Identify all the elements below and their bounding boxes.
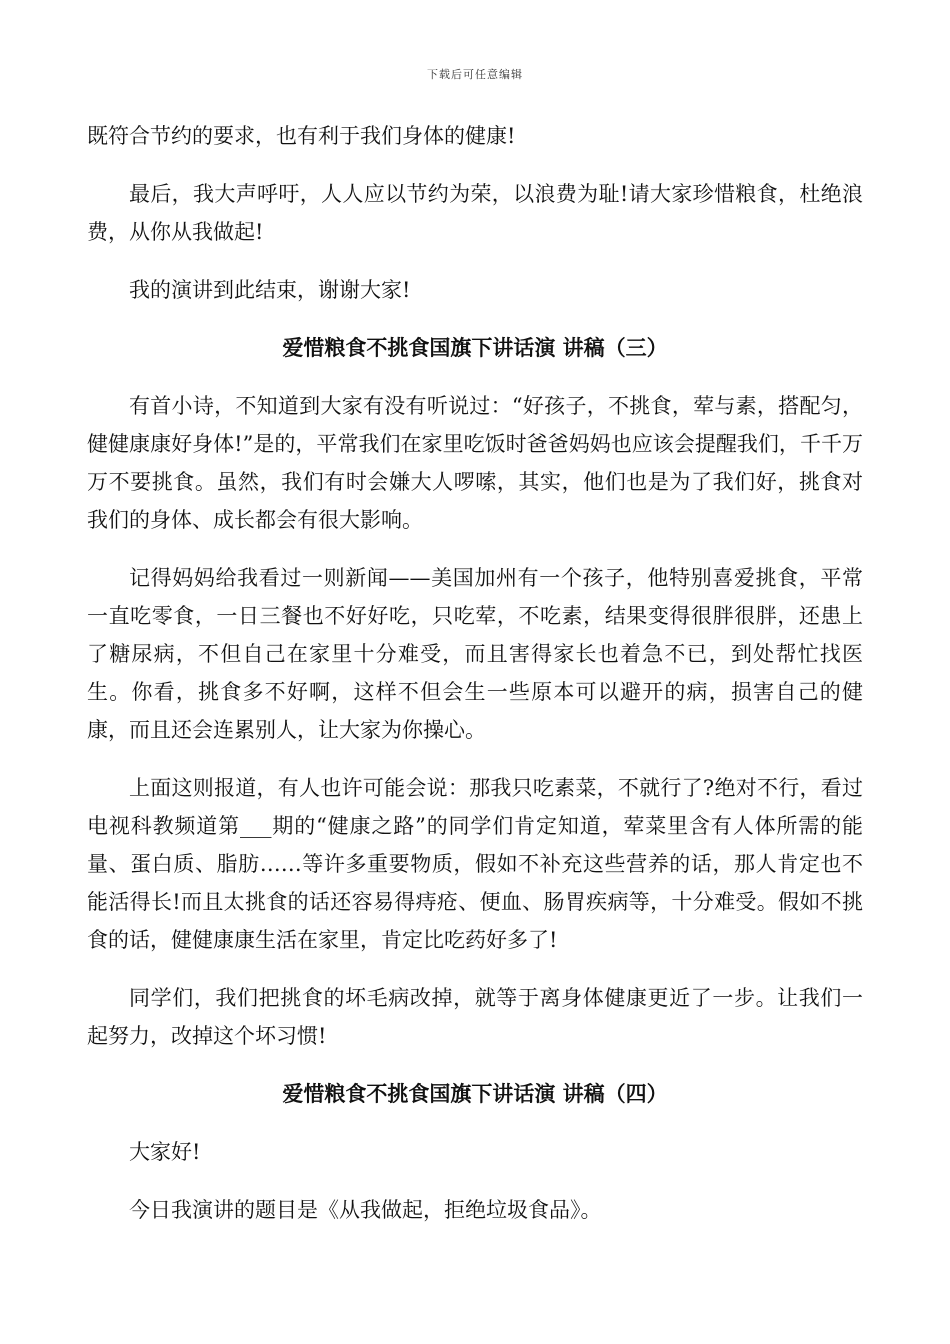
paragraph-5: 记得妈妈给我看过一则新闻——美国加州有一个孩子，他特别喜爱挑食，平常一直吃零食，一日三餐也不好好吃，只吃荤，不吃素，结果变得很胖很胖，还患上了糖尿病，不但自己在家里十分难受，而且害得家长也着急不已，到处帮忙找医生。你看，挑食多不好啊，这样不但会生一些原本可以避开的病，损害自己的健康，而且还会连累别人，让大家为你操心。 [87, 566, 863, 742]
document-body [87, 117, 863, 1249]
paragraph-2: 最后，我大声呼吁，人人应以节约为荣，以浪费为耻!请大家珍惜粮食，杜绝浪费，从你从我做起! [87, 182, 863, 244]
section-heading-4: 爱惜粮食不挑食国旗下讲话演 讲稿（四） [282, 1082, 668, 1106]
section-heading-3: 爱惜粮食不挑食国旗下讲话演 讲稿（三） [282, 336, 668, 360]
paragraph-4: 有首小诗，不知道到大家有没有听说过：“好孩子，不挑食，荤与素，搭配匀，健健康康好身体!”是的，平常我们在家里吃饭时爸爸妈妈也应该会提醒我们，千千万万不要挑食。虽然，我们有时会嫌大人啰嗦，其实，他们也是为了我们好，挑食对我们的身体、成长都会有很大影响。 [87, 394, 863, 532]
paragraph-9: 今日我演讲的题目是《从我做起，拒绝垃圾食品》。 [129, 1198, 602, 1222]
paragraph-8: 大家好! [129, 1140, 201, 1164]
paragraph-7: 同学们，我们把挑食的坏毛病改掉，就等于离身体健康更近了一步。让我们一起努力，改掉这个坏习惯! [87, 986, 863, 1048]
paragraph-1: 既符合节约的要求，也有利于我们身体的健康! [87, 124, 516, 148]
paragraph-3: 我的演讲到此结束，谢谢大家! [129, 278, 411, 302]
paragraph-6: 上面这则报道，有人也许可能会说：那我只吃素菜，不就行了?绝对不行，看过电视科教频道第___期的“健康之路”的同学们肯定知道，荤菜里含有人体所需的能量、蛋白质、脂肪……等许多重要物质，假如不补充这些营养的话，那人肯定也不能活得长!而且太挑食的话还容易得痔疮、便血、肠胃疾病等，十分难受。假如不挑食的话，健健康康生活在家里，肯定比吃药好多了! [87, 776, 863, 952]
header-note: 下载后可任意编辑 [427, 68, 523, 81]
